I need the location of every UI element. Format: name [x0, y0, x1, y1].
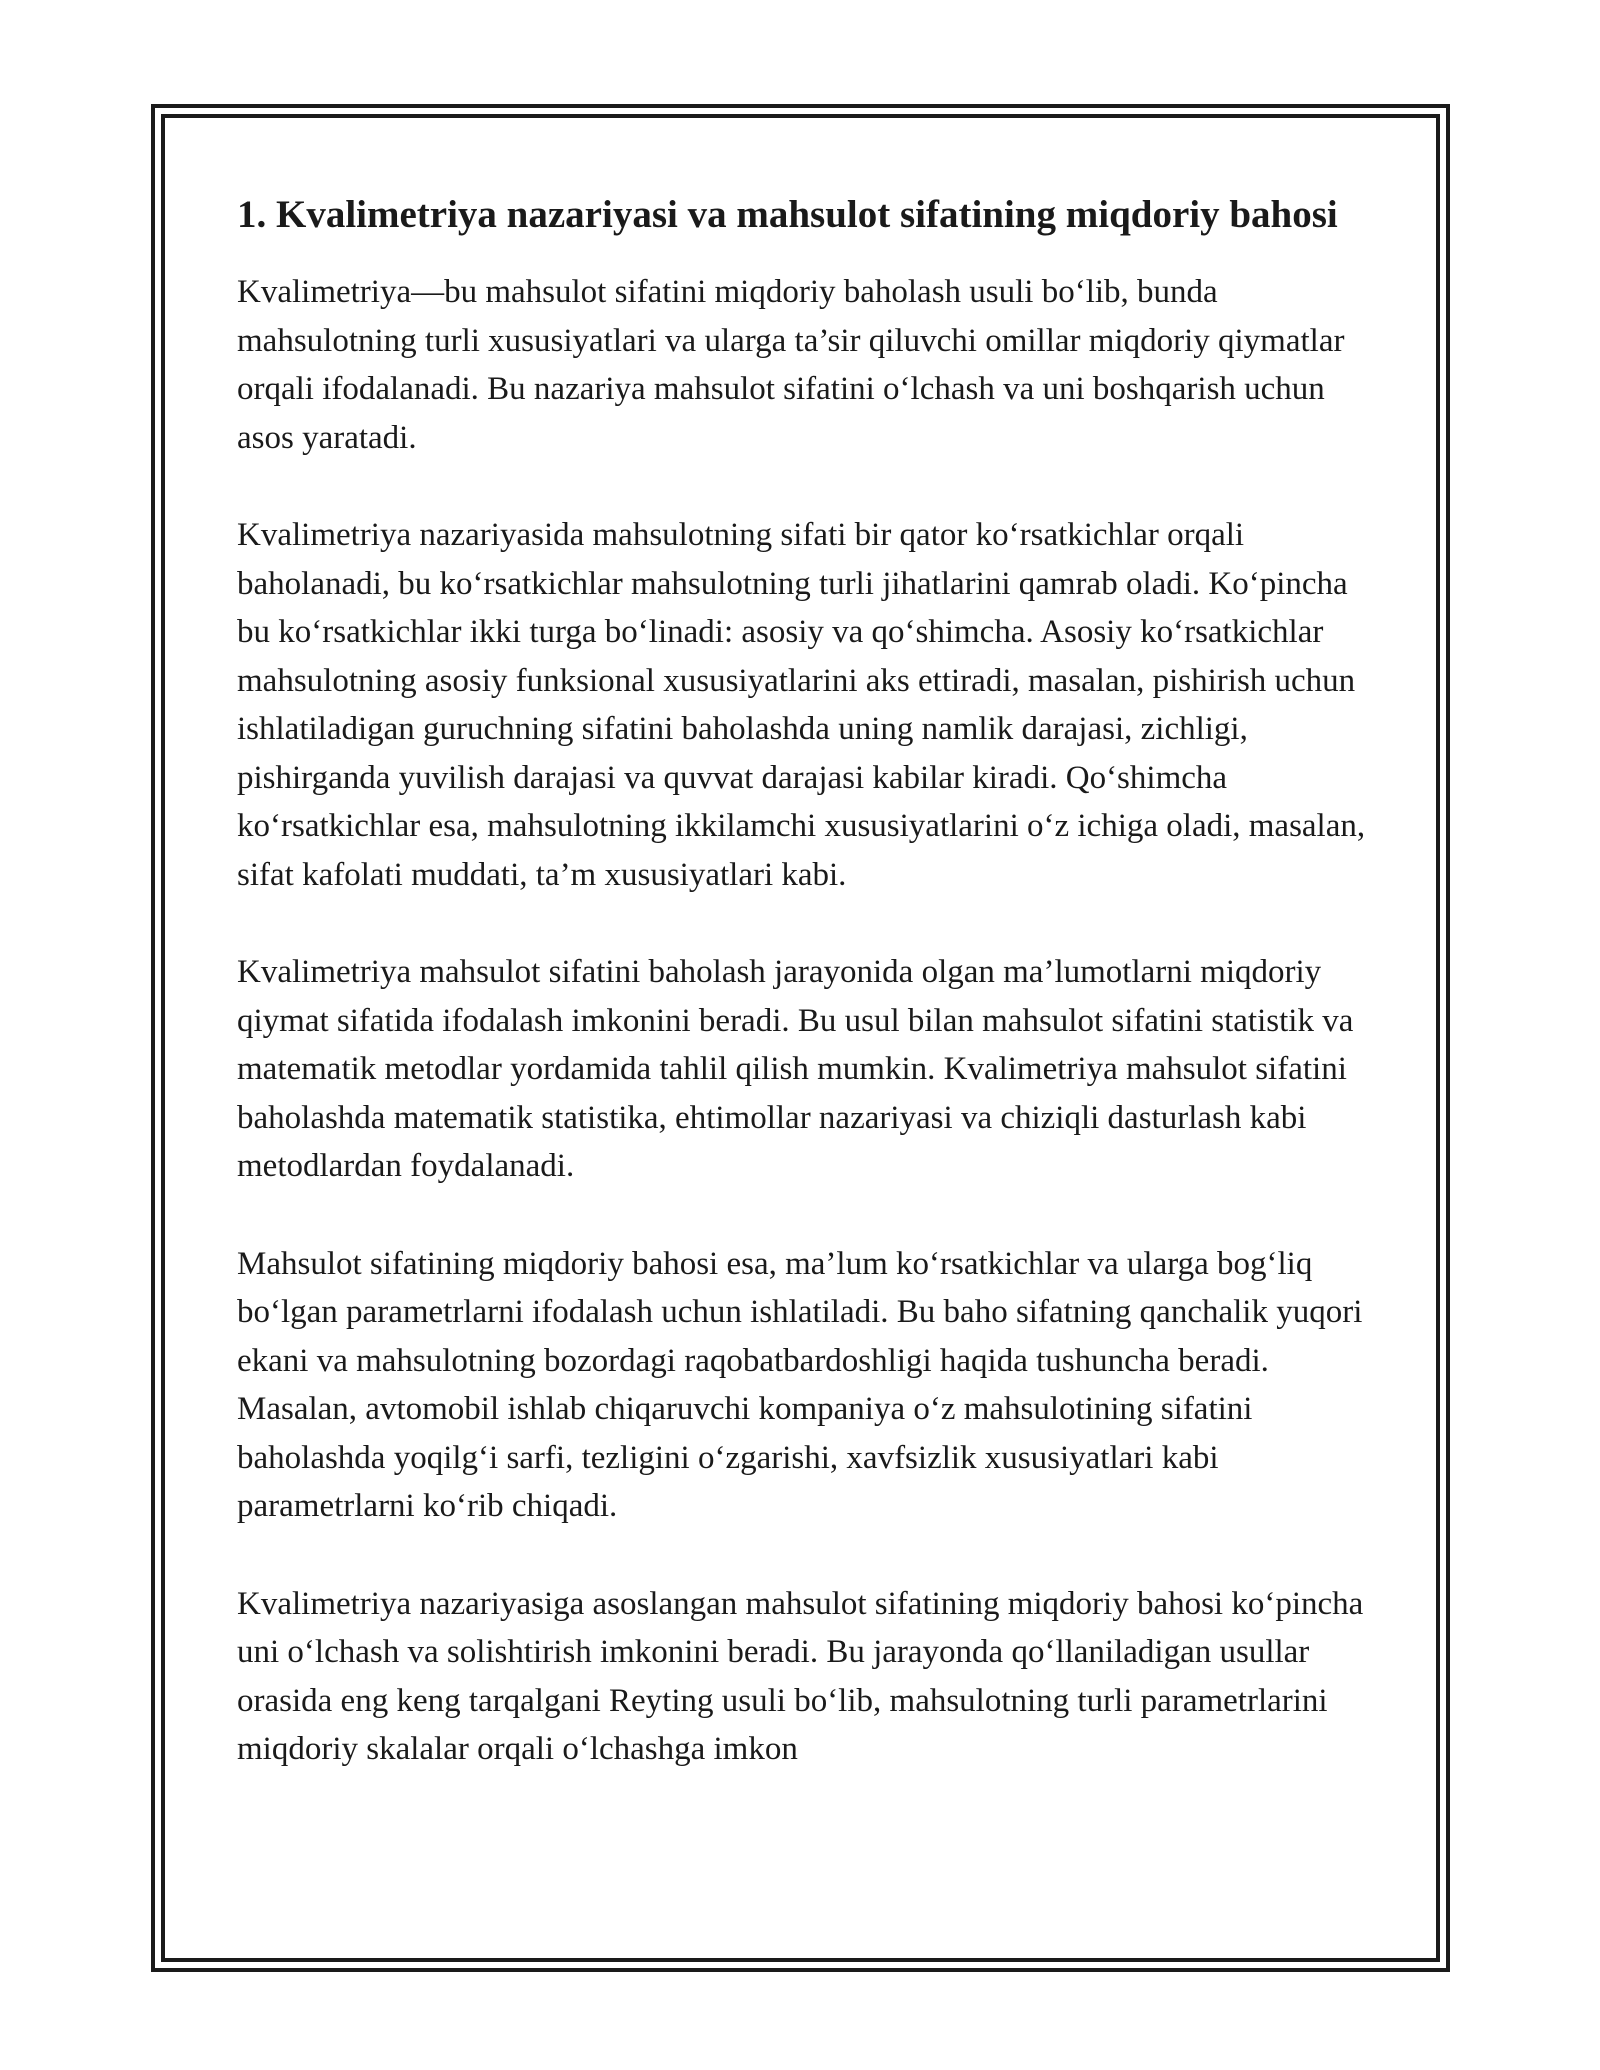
- paragraph-5: Kvalimetriya nazariyasiga asoslangan mahsulot sifatining miqdoriy bahosi ko‘pincha uni o‘lchash va solishtirish imkonini beradi. Bu jarayonda qo‘llaniladigan usullar orasida eng keng tarqalgani Reyting usuli bo‘lib, mahsulotning turli parametrlarini miqdoriy skalalar orqali o‘lchashga imkon: [237, 1585, 1364, 1767]
- section-heading: 1. Kvalimetriya nazariyasi va mahsulot sifatining miqdoriy bahosi: [237, 193, 1338, 236]
- paragraph-3: Kvalimetriya mahsulot sifatini baholash jarayonida olgan ma’lumotlarni miqdoriy qiymat sifatida ifodalash imkonini beradi. Bu usul bilan mahsulot sifatini statistik va matematik metodlar yordamida tahlil qilish mumkin. Kvalimetriya mahsulot sifatini baholashda matematik statistika, ehtimollar nazariyasi va chiziqli dasturlash kabi metodlardan foydalanadi.: [237, 954, 1354, 1184]
- paragraph-2: Kvalimetriya nazariyasida mahsulotning sifati bir qator ko‘rsatkichlar orqali baholanadi, bu ko‘rsatkichlar mahsulotning turli jihatlarini qamrab oladi. Ko‘pincha bu ko‘rsatkichlar ikki turga bo‘linadi: asosiy va qo‘shimcha. Asosiy ko‘rsatkichlar mahsulotning asosiy funksional xususiyatlarini aks ettiradi, masalan, pishirish uchun ishlatiladigan guruchning sifatini baholashda uning namlik darajasi, zichligi, pishirganda yuvilish darajasi va quvvat darajasi kabilar kiradi. Qo‘shimcha ko‘rsatkichlar esa, mahsulotning ikkilamchi xususiyatlarini o‘z ichiga oladi, masalan, sifat kafolati muddati, ta’m xususiyatlari kabi.: [237, 517, 1366, 893]
- paragraph-1: Kvalimetriya—bu mahsulot sifatini miqdoriy baholash usuli bo‘lib, bunda mahsulotning turli xususiyatlari va ularga ta’sir qiluvchi omillar miqdoriy qiymatlar orqali ifodalanadi. Bu nazariya mahsulot sifatini o‘lchash va uni boshqarish uchun asos yaratadi.: [237, 274, 1345, 456]
- paragraph-4: Mahsulot sifatining miqdoriy bahosi esa, ma’lum ko‘rsatkichlar va ularga bog‘liq bo‘lgan parametrlarni ifodalash uchun ishlatiladi. Bu baho sifatning qanchalik yuqori ekani va mahsulotning bozordagi raqobatbardoshligi haqida tushuncha beradi. Masalan, avtomobil ishlab chiqaruvchi kompaniya o‘z mahsulotining sifatini baholashda yoqilg‘i sarfi, tezligini o‘zgarishi, xavfsizlik xususiyatlari kabi parametrlarni ko‘rib chiqadi.: [237, 1245, 1363, 1524]
- document-body: [237, 188, 1367, 1774]
